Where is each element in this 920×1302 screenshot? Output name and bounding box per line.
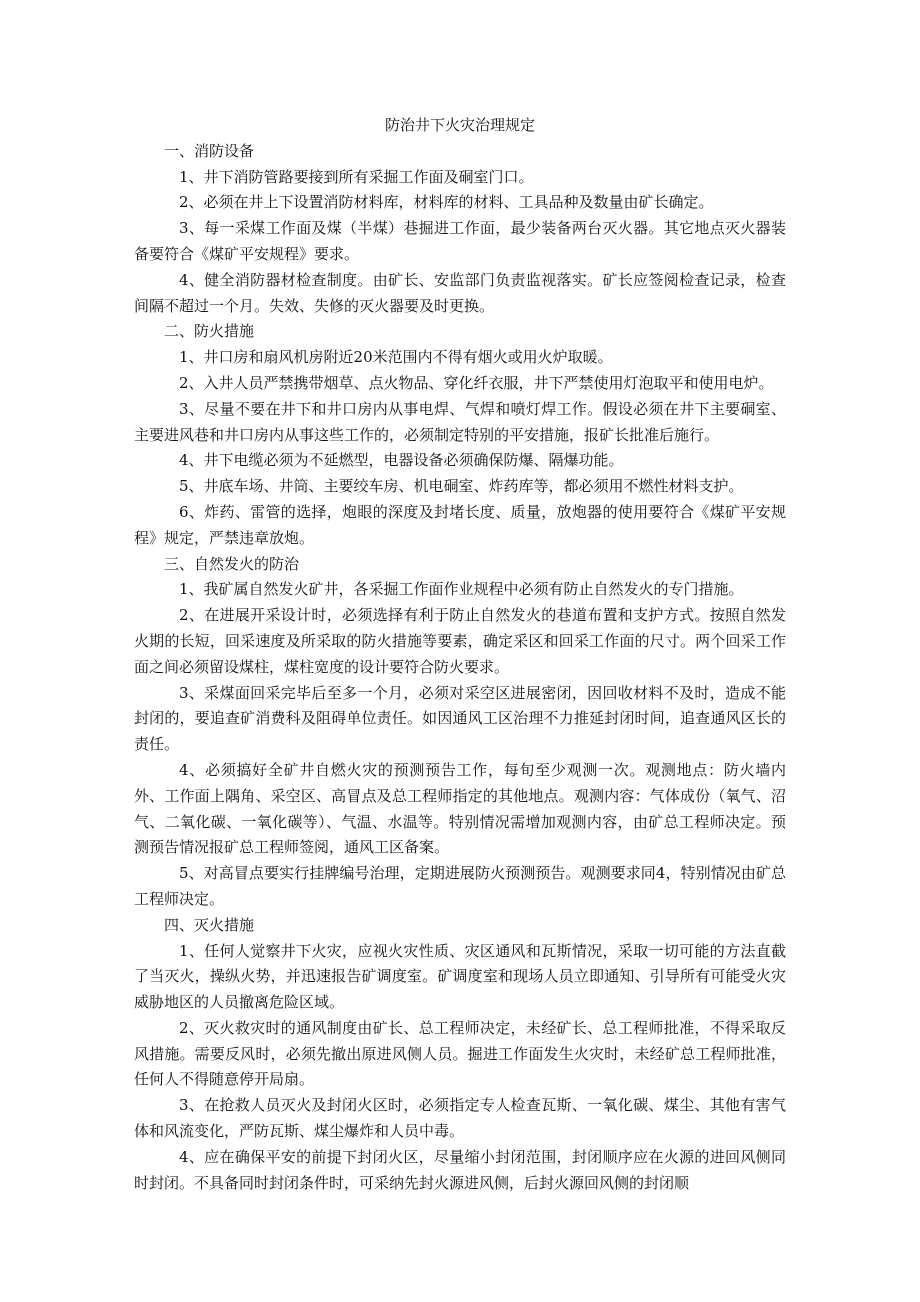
section-heading: 一、消防设备	[164, 141, 255, 160]
section-paragraph: 3、采煤面回采完毕后至多一个月，必须对采空区进展密闭，因回收材料不及时，造成不能封闭的，要追查矿消费科及阻碍单位责任。如因通风工区治理不力推延封闭时间，追查通风区长的责任。	[134, 683, 786, 754]
section-paragraph: 1、任何人觉察井下火灾，应视火灾性质、灾区通风和瓦斯情况，采取一切可能的方法直截了当灭火，操纵火势，并迅速报告矿调度室。矿调度室和现场人员立即通知、引导所有可能受火灾威胁地区的人员撤离危险区域。	[134, 941, 786, 1012]
section-heading: 四、灭火措施	[164, 915, 255, 934]
section-paragraph: 5、井底车场、井筒、主要绞车房、机电硐室、炸药库等，都必须用不燃性材料支护。	[179, 477, 744, 496]
section-paragraph: 5、对高冒点要实行挂牌编号治理，定期进展防火预测预告。观测要求同4，特别情况由矿总工程师决定。	[134, 864, 786, 908]
section-paragraph: 3、在抢救人员灭火及封闭火区时，必须指定专人检查瓦斯、一氧化碳、煤尘、其他有害气体和风流变化，严防瓦斯、煤尘爆炸和人员中毒。	[134, 1096, 786, 1141]
section-paragraph: 6、炸药、雷管的选择，炮眼的深度及封堵长度、质量，放炮器的使用要符合《煤矿平安规程》规定，严禁违章放炮。	[134, 502, 786, 547]
section-paragraph: 1、井下消防管路要接到所有采掘工作面及硐室门口。	[179, 167, 534, 186]
section-paragraph: 1、我矿属自然发火矿井，各采掘工作面作业规程中必须有防止自然发火的专门措施。	[179, 580, 744, 599]
section-paragraph: 2、入井人员严禁携带烟草、点火物品、穿化纤衣服，井下严禁使用灯泡取平和使用电炉。	[179, 373, 774, 392]
section-heading: 三、自然发火的防治	[164, 554, 300, 573]
section-paragraph: 4、健全消防器材检查制度。由矿长、安监部门负责监视落实。矿长应签阅检查记录，检查间隔不超过一个月。失效、失修的灭火器要及时更换。	[134, 270, 786, 315]
document-body	[134, 113, 786, 1196]
section-paragraph: 2、灭火救灾时的通风制度由矿长、总工程师决定，未经矿长、总工程师批准，不得采取反风措施。需要反风时，必须先撤出原进风侧人员。掘进工作面发生火灾时，未经矿总工程师批准，任何人不得随意停开局扇。	[134, 1018, 786, 1089]
section-paragraph: 4、必须搞好全矿井自燃火灾的预测预告工作，每旬至少观测一次。观测地点：防火墙内外、工作面上隅角、采空区、高冒点及总工程师指定的其他地点。观测内容：气体成份（氧气、沼气、二氧化碳、一氧化碳等）、气温、水温等。特别情况需增加观测内容，由矿总工程师决定。预测预告情况报矿总工程师签阅，通风工区备案。	[134, 760, 786, 857]
section-paragraph: 2、必须在井上下设置消防材料库，材料库的材料、工具品种及数量由矿长确定。	[179, 193, 714, 212]
section-paragraph: 3、尽量不要在井下和井口房内从事电焊、气焊和喷灯焊工作。假设必须在井下主要硐室、主要进风巷和井口房内从事这些工作的，必须制定特别的平安措施，报矿长批准后施行。	[134, 399, 786, 444]
section-paragraph: 1、井口房和扇风机房附近20米范围内不得有烟火或用火炉取暖。	[179, 348, 613, 367]
section-paragraph: 2、在进展开采设计时，必须选择有利于防止自然发火的巷道布置和支护方式。按照自然发火期的长短，回采速度及所采取的防火措施等要素，确定采区和回采工作面的尺寸。两个回采工作面之间必须留设煤柱，煤柱宽度的设计要符合防火要求。	[134, 606, 786, 676]
section-paragraph: 4、应在确保平安的前提下封闭火区，尽量缩小封闭范围，封闭顺序应在火源的进回风侧同时封闭。不具备同时封闭条件时，可采纳先封火源进风侧，后封火源回风侧的封闭顺	[134, 1147, 786, 1192]
section-paragraph: 3、每一采煤工作面及煤（半煤）巷掘进工作面，最少装备两台灭火器。其它地点灭火器装备要符合《煤矿平安规程》要求。	[134, 219, 786, 263]
section-paragraph: 4、井下电缆必须为不延燃型，电器设备必须确保防爆、隔爆功能。	[179, 451, 624, 470]
document-title: 防治井下火灾治理规定	[384, 116, 535, 134]
section-heading: 二、防火措施	[164, 322, 255, 341]
